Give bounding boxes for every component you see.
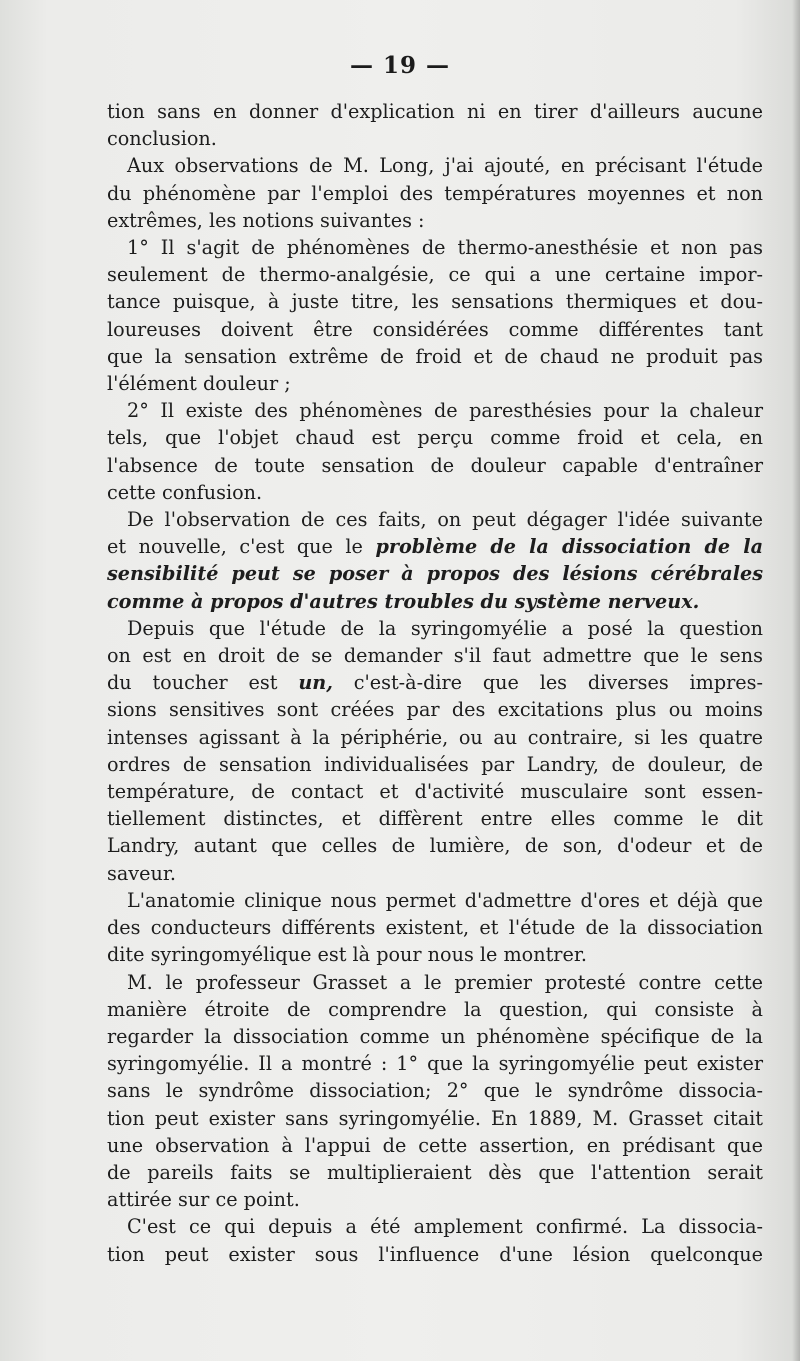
emphasis-span: sensibilité peut se poser à propos des lésions cérébrales — [107, 562, 763, 586]
text-line: L'anatomie clinique nous permet d'admettre d'ores et déjà que — [127, 888, 763, 912]
text-line: du phénomène par l'emploi des températures moyennes et non — [107, 181, 763, 205]
emphasis-span: problème de la dissociation de la — [375, 535, 763, 559]
text-line: des conducteurs différents existent, et l'étude de la dissociation — [107, 916, 763, 940]
text-line: saveur. — [107, 861, 177, 885]
text-line: M. le professeur Grasset a le premier protesté contre cette — [127, 970, 763, 994]
text-line: température, de contact et d'activité musculaire sont essen- — [107, 780, 763, 804]
text-line: tels, que l'objet chaud est perçu comme froid et cela, en — [107, 426, 763, 450]
text-line: ordres de sensation individualisées par Landry, de douleur, de — [107, 752, 763, 776]
text-line: Depuis que l'étude de la syringomyélie a posé la question — [127, 616, 763, 640]
text-span: c'est-à-dire que les diverses impres- — [353, 671, 763, 695]
text-line: on est en droit de se demander s'il faut admettre que le sens — [107, 644, 763, 668]
text-span: du toucher est — [107, 671, 278, 695]
text-line: loureuses doivent être considérées comme différentes tant — [107, 317, 763, 341]
text-line: seulement de thermo-analgésie, ce qui a une certaine impor- — [107, 263, 763, 287]
text-line-mixed — [107, 669, 763, 696]
text-line: Aux observations de M. Long, j'ai ajouté, en précisant l'étude — [127, 154, 763, 178]
text-line: une observation à l'appui de cette assertion, en prédisant que — [107, 1133, 763, 1157]
text-line: sans le syndrôme dissociation; 2° que le syndrôme dissocia- — [107, 1079, 763, 1103]
page-body — [107, 98, 763, 1268]
text-line: sions sensitives sont créées par des excitations plus ou moins — [107, 698, 763, 722]
text-line: que la sensation extrême de froid et de chaud ne produit pas — [107, 344, 763, 368]
text-line: syringomyélie. Il a montré : 1° que la syringomyélie peut exister — [107, 1052, 763, 1076]
text-line: conclusion. — [107, 127, 217, 151]
page-edge-shadow — [792, 0, 800, 1361]
text-line: manière étroite de comprendre la question, qui consiste à — [107, 997, 763, 1021]
text-line-emphasis — [107, 588, 763, 615]
text-line: tion sans en donner d'explication ni en tirer d'ailleurs aucune — [107, 100, 763, 123]
text-line: l'élément douleur ; — [107, 372, 291, 396]
text-line: intenses agissant à la périphérie, ou au contraire, si les quatre — [107, 725, 763, 749]
text-line: cette confusion. — [107, 480, 263, 504]
text-line: 2° Il existe des phénomènes de paresthésies pour la chaleur — [127, 399, 763, 423]
text-line: tiellement distinctes, et diffèrent entre elles comme le dit — [107, 807, 763, 831]
emphasis-span: un, — [298, 671, 333, 695]
text-line: dite syringomyélique est là pour nous le montrer. — [107, 943, 587, 967]
page-number: — 19 — — [349, 52, 451, 79]
text-line: De l'observation de ces faits, on peut dégager l'idée suivante — [127, 508, 763, 532]
emphasis-span: comme à propos d'autres troubles du système nerveux. — [107, 589, 700, 613]
text-line-emphasis — [107, 560, 763, 587]
text-line: tion peut exister sans syringomyélie. En 1889, M. Grasset citait — [107, 1106, 763, 1130]
text-line: attirée sur ce point. — [107, 1188, 300, 1212]
text-line: regarder la dissociation comme un phénomène spécifique de la — [107, 1024, 763, 1048]
text-line: de pareils faits se multiplieraient dès que l'attention serait — [107, 1160, 763, 1184]
text-line: 1° Il s'agit de phénomènes de thermo-anesthésie et non pas — [127, 236, 763, 260]
text-line: tance puisque, à juste titre, les sensations thermiques et dou- — [107, 290, 763, 314]
text-line-mixed — [107, 533, 763, 560]
text-line: extrêmes, les notions suivantes : — [107, 208, 425, 232]
text-line: C'est ce qui depuis a été amplement confirmé. La dissocia- — [127, 1215, 763, 1239]
text-line: Landry, autant que celles de lumière, de son, d'odeur et de — [107, 834, 763, 858]
text-line: l'absence de toute sensation de douleur capable d'entraîner — [107, 453, 763, 477]
text-line: tion peut exister sous l'influence d'une lésion quelconque — [107, 1242, 763, 1266]
text-span: et nouvelle, c'est que le — [107, 535, 363, 559]
